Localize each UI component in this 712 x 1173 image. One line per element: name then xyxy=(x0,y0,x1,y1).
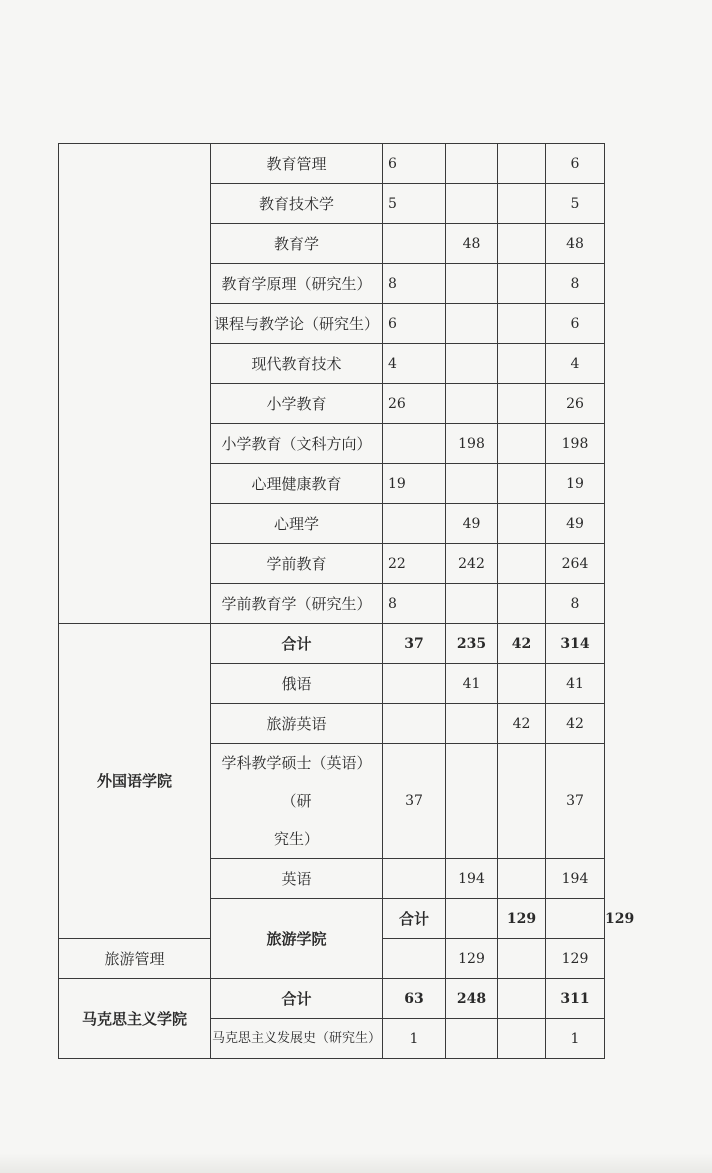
row-total-cell: 8 xyxy=(546,264,605,304)
count-cell-1: 8 xyxy=(383,584,446,624)
count-cell-3 xyxy=(498,544,546,584)
major-cell: 教育学 xyxy=(211,224,383,264)
count-cell-1 xyxy=(383,224,446,264)
count-cell-2 xyxy=(446,704,498,744)
count-cell-3 xyxy=(498,264,546,304)
row-total-cell: 198 xyxy=(546,424,605,464)
total-label-cell: 合计 xyxy=(211,979,383,1019)
count-cell-1 xyxy=(383,424,446,464)
major-cell: 马克思主义发展史（研究生） xyxy=(211,1019,383,1059)
college-name-cell: 马克思主义学院 xyxy=(59,979,211,1059)
count-cell-2 xyxy=(446,464,498,504)
row-total-cell: 194 xyxy=(546,859,605,899)
count-cell-2 xyxy=(446,144,498,184)
college-name-cell: 外国语学院 xyxy=(59,624,211,939)
count-cell-2: 41 xyxy=(446,664,498,704)
count-cell-3 xyxy=(498,1019,546,1059)
row-total-cell: 264 xyxy=(546,544,605,584)
count-cell-1 xyxy=(383,939,446,979)
row-total-cell: 6 xyxy=(546,304,605,344)
count-cell-3 xyxy=(498,304,546,344)
count-cell-1 xyxy=(383,859,446,899)
count-cell-2: 49 xyxy=(446,504,498,544)
count-cell-3 xyxy=(498,344,546,384)
major-cell: 心理学 xyxy=(211,504,383,544)
count-cell-1: 8 xyxy=(383,264,446,304)
row-total-cell: 1 xyxy=(546,1019,605,1059)
count-cell-2 xyxy=(446,744,498,859)
major-line-2: 究生） xyxy=(273,830,319,848)
major-cell: 旅游管理 xyxy=(59,939,211,979)
count-cell-1: 37 xyxy=(383,624,446,664)
count-cell-3 xyxy=(498,504,546,544)
count-cell-1: 5 xyxy=(383,184,446,224)
major-cell xyxy=(211,744,383,859)
row-total-cell: 6 xyxy=(546,144,605,184)
row-total-cell: 311 xyxy=(546,979,605,1019)
count-cell-3 xyxy=(498,979,546,1019)
total-label-cell: 合计 xyxy=(383,899,446,939)
college-cell-continued xyxy=(59,144,211,624)
count-cell-3 xyxy=(498,744,546,859)
major-cell: 教育技术学 xyxy=(211,184,383,224)
row-total-cell: 49 xyxy=(546,504,605,544)
count-cell-2 xyxy=(446,584,498,624)
count-cell-1: 63 xyxy=(383,979,446,1019)
row-total-cell: 26 xyxy=(546,384,605,424)
count-cell-1: 6 xyxy=(383,304,446,344)
count-cell-2: 129 xyxy=(498,899,546,939)
count-cell-2 xyxy=(446,344,498,384)
page-bottom-edge xyxy=(0,1153,712,1173)
count-cell-3 xyxy=(498,939,546,979)
count-cell-2: 198 xyxy=(446,424,498,464)
row-total-cell: 129 xyxy=(546,939,605,979)
count-cell-1: 4 xyxy=(383,344,446,384)
count-cell-2 xyxy=(446,184,498,224)
table-row xyxy=(59,144,605,184)
count-cell-1 xyxy=(383,704,446,744)
count-cell-1: 26 xyxy=(383,384,446,424)
major-cell: 小学教育 xyxy=(211,384,383,424)
count-cell-1: 19 xyxy=(383,464,446,504)
major-line-1: 学科教学硕士（英语）（研 xyxy=(221,754,372,810)
row-total-cell: 314 xyxy=(546,624,605,664)
count-cell-3 xyxy=(498,859,546,899)
count-cell-1 xyxy=(383,664,446,704)
count-cell-1: 1 xyxy=(383,1019,446,1059)
count-cell-2: 129 xyxy=(446,939,498,979)
count-cell-2: 194 xyxy=(446,859,498,899)
count-cell-2 xyxy=(446,1019,498,1059)
count-cell-3 xyxy=(546,899,605,939)
major-cell: 现代教育技术 xyxy=(211,344,383,384)
row-total-cell: 48 xyxy=(546,224,605,264)
count-cell-3 xyxy=(498,144,546,184)
count-cell-3 xyxy=(498,424,546,464)
count-cell-3 xyxy=(498,584,546,624)
row-total-cell: 5 xyxy=(546,184,605,224)
enrollment-table xyxy=(58,143,635,1059)
row-total-cell: 19 xyxy=(546,464,605,504)
count-cell-2: 235 xyxy=(446,624,498,664)
major-cell: 旅游英语 xyxy=(211,704,383,744)
major-cell: 学前教育学（研究生） xyxy=(211,584,383,624)
college-total-row: 旅游学院 合计 129 129 xyxy=(59,899,605,939)
major-cell: 英语 xyxy=(211,859,383,899)
major-cell: 俄语 xyxy=(211,664,383,704)
row-total-cell: 8 xyxy=(546,584,605,624)
count-cell-1 xyxy=(446,899,498,939)
count-cell-1 xyxy=(383,504,446,544)
major-cell: 心理健康教育 xyxy=(211,464,383,504)
total-label-cell: 合计 xyxy=(211,624,383,664)
count-cell-3: 42 xyxy=(498,624,546,664)
college-total-row xyxy=(59,624,605,664)
college-total-row xyxy=(59,979,605,1019)
major-cell: 学前教育 xyxy=(211,544,383,584)
count-cell-1: 6 xyxy=(383,144,446,184)
count-cell-2 xyxy=(446,304,498,344)
count-cell-2: 242 xyxy=(446,544,498,584)
count-cell-3 xyxy=(498,464,546,504)
row-total-cell: 42 xyxy=(546,704,605,744)
count-cell-1: 37 xyxy=(383,744,446,859)
major-cell: 教育学原理（研究生） xyxy=(211,264,383,304)
count-cell-3 xyxy=(498,184,546,224)
count-cell-3 xyxy=(498,664,546,704)
major-cell: 小学教育（文科方向） xyxy=(211,424,383,464)
count-cell-3: 42 xyxy=(498,704,546,744)
count-cell-1: 22 xyxy=(383,544,446,584)
count-cell-2: 248 xyxy=(446,979,498,1019)
count-cell-2: 48 xyxy=(446,224,498,264)
count-cell-3 xyxy=(498,224,546,264)
college-name-cell: 旅游学院 xyxy=(211,899,383,979)
count-cell-3 xyxy=(498,384,546,424)
major-cell: 教育管理 xyxy=(211,144,383,184)
count-cell-2 xyxy=(446,264,498,304)
count-cell-2 xyxy=(446,384,498,424)
major-cell: 课程与教学论（研究生） xyxy=(211,304,383,344)
row-total-cell: 37 xyxy=(546,744,605,859)
row-total-cell: 4 xyxy=(546,344,605,384)
row-total-cell: 41 xyxy=(546,664,605,704)
